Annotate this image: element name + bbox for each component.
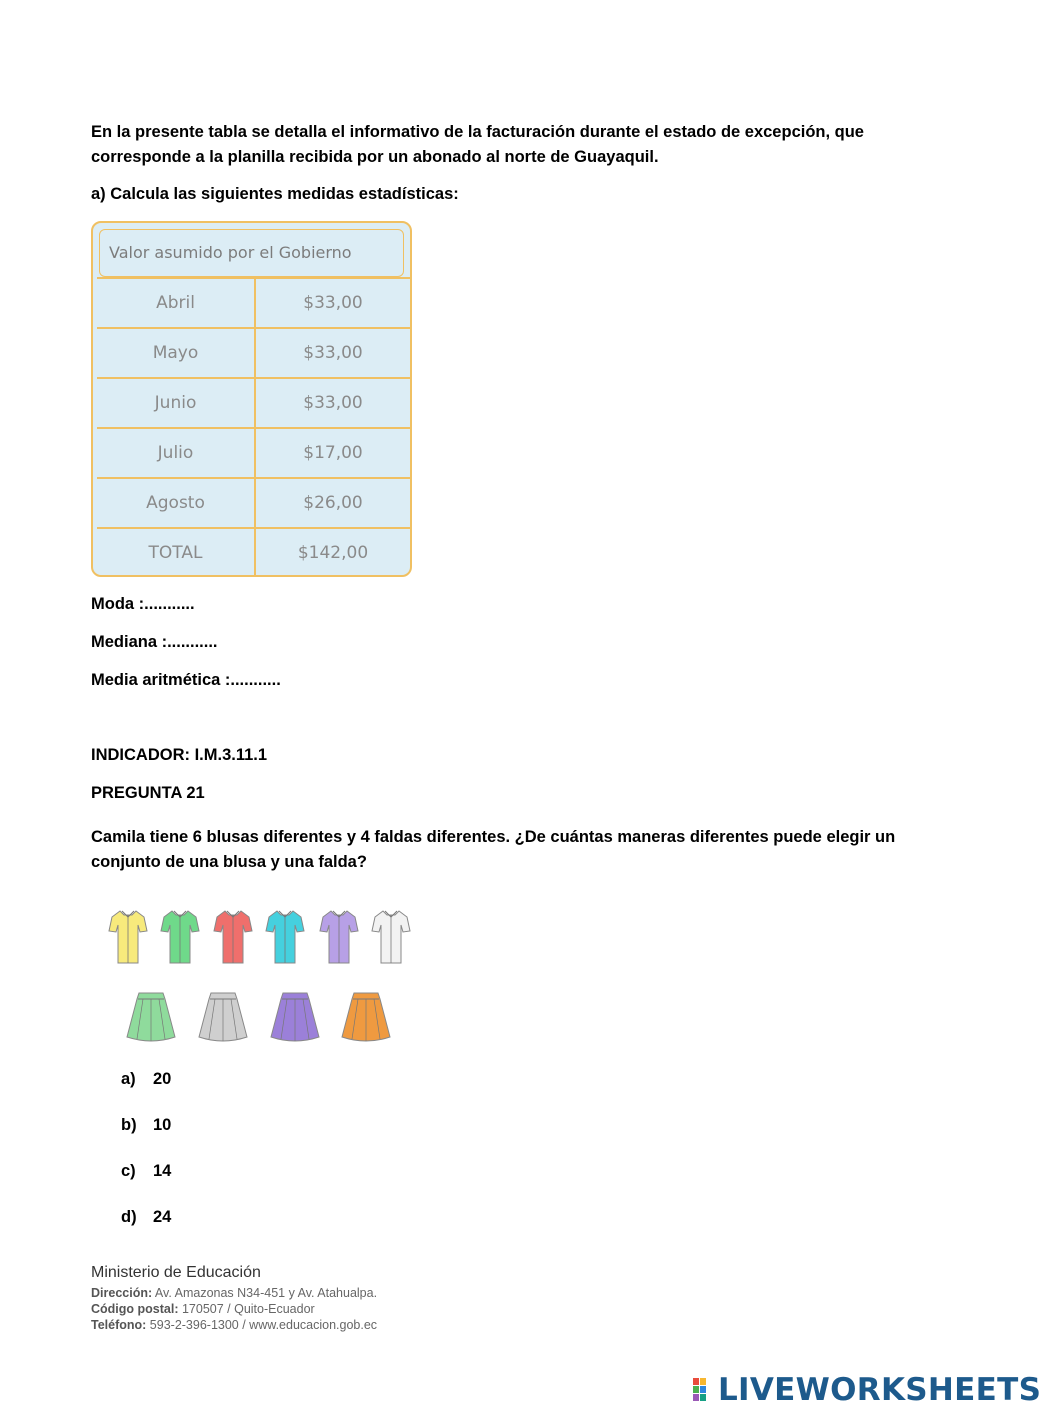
question-text: Camila tiene 6 blusas diferentes y 4 faldas diferentes. ¿De cuántas maneras diferentes puede elegir un conjunto de una blusa y una falda? bbox=[91, 828, 896, 871]
table-month: Abril bbox=[97, 279, 256, 327]
table-month: TOTAL bbox=[97, 529, 256, 577]
liveworksheets-brand[interactable]: LIVEWORKSHEETS bbox=[718, 1372, 1041, 1408]
footer-address bbox=[91, 1286, 377, 1300]
table-value: $26,00 bbox=[303, 493, 363, 513]
option-label: d) bbox=[121, 1208, 137, 1226]
table-total-row bbox=[97, 527, 410, 577]
indicador-heading: INDICADOR: I.M.3.11.1 bbox=[91, 746, 268, 764]
table-month: Agosto bbox=[97, 479, 256, 527]
clothes-illustration bbox=[100, 903, 420, 1053]
option-value: 20 bbox=[153, 1070, 172, 1088]
blouse-icon bbox=[160, 907, 200, 967]
table-row bbox=[97, 277, 410, 327]
option-value: 10 bbox=[153, 1116, 172, 1134]
skirt-icon bbox=[269, 989, 321, 1045]
table-row bbox=[97, 327, 410, 377]
footer-address-value: Av. Amazonas N34-451 y Av. Atahualpa. bbox=[152, 1286, 378, 1300]
table-row bbox=[97, 477, 410, 527]
table-row bbox=[97, 377, 410, 427]
pregunta-heading: PREGUNTA 21 bbox=[91, 784, 205, 802]
footer-ministry: Ministerio de Educación bbox=[91, 1264, 261, 1281]
option-b[interactable] bbox=[121, 1116, 171, 1135]
mediana-answer[interactable]: Mediana :........... bbox=[91, 633, 218, 651]
table-value: $33,00 bbox=[303, 293, 363, 313]
blouse-icon bbox=[213, 907, 253, 967]
option-c[interactable] bbox=[121, 1162, 171, 1181]
blouse-icon bbox=[108, 907, 148, 967]
table-value: $33,00 bbox=[303, 393, 363, 413]
table-value: $17,00 bbox=[303, 443, 363, 463]
footer-phone bbox=[91, 1318, 377, 1332]
table-row bbox=[97, 427, 410, 477]
option-label: c) bbox=[121, 1162, 136, 1180]
footer-postal-label: Código postal: bbox=[91, 1302, 179, 1316]
option-label: b) bbox=[121, 1116, 137, 1134]
media-answer[interactable]: Media aritmética :........... bbox=[91, 671, 281, 689]
option-value: 24 bbox=[153, 1208, 172, 1226]
option-a[interactable] bbox=[121, 1070, 171, 1089]
option-value: 14 bbox=[153, 1162, 172, 1180]
table-month: Mayo bbox=[97, 329, 256, 377]
footer-phone-value: 593-2-396-1300 / www.educacion.gob.ec bbox=[146, 1318, 378, 1332]
table-value: $33,00 bbox=[303, 343, 363, 363]
table-title: Valor asumido por el Gobierno bbox=[99, 229, 404, 277]
option-d[interactable] bbox=[121, 1208, 171, 1227]
skirt-icon bbox=[340, 989, 392, 1045]
blouse-icon bbox=[371, 907, 411, 967]
liveworksheets-logo-icon bbox=[693, 1374, 715, 1408]
skirt-icon bbox=[197, 989, 249, 1045]
table-value: $142,00 bbox=[297, 543, 369, 563]
option-label: a) bbox=[121, 1070, 136, 1088]
moda-answer[interactable]: Moda :........... bbox=[91, 595, 195, 613]
billing-table bbox=[91, 221, 412, 577]
footer-postal-value: 170507 / Quito-Ecuador bbox=[178, 1302, 315, 1316]
blouse-icon bbox=[319, 907, 359, 967]
footer-postal bbox=[91, 1302, 315, 1316]
intro-paragraph: En la presente tabla se detalla el informativo de la facturación durante el estado de excepción, que corresponde a la planilla recibida por un abonado al norte de Guayaquil. bbox=[91, 123, 864, 166]
footer-phone-label: Teléfono: bbox=[91, 1318, 147, 1332]
footer-address-label: Dirección: bbox=[91, 1286, 153, 1300]
table-month: Junio bbox=[97, 379, 256, 427]
table-month: Julio bbox=[97, 429, 256, 477]
blouse-icon bbox=[265, 907, 305, 967]
skirt-icon bbox=[125, 989, 177, 1045]
prompt-a: a) Calcula las siguientes medidas estadísticas: bbox=[91, 185, 459, 203]
